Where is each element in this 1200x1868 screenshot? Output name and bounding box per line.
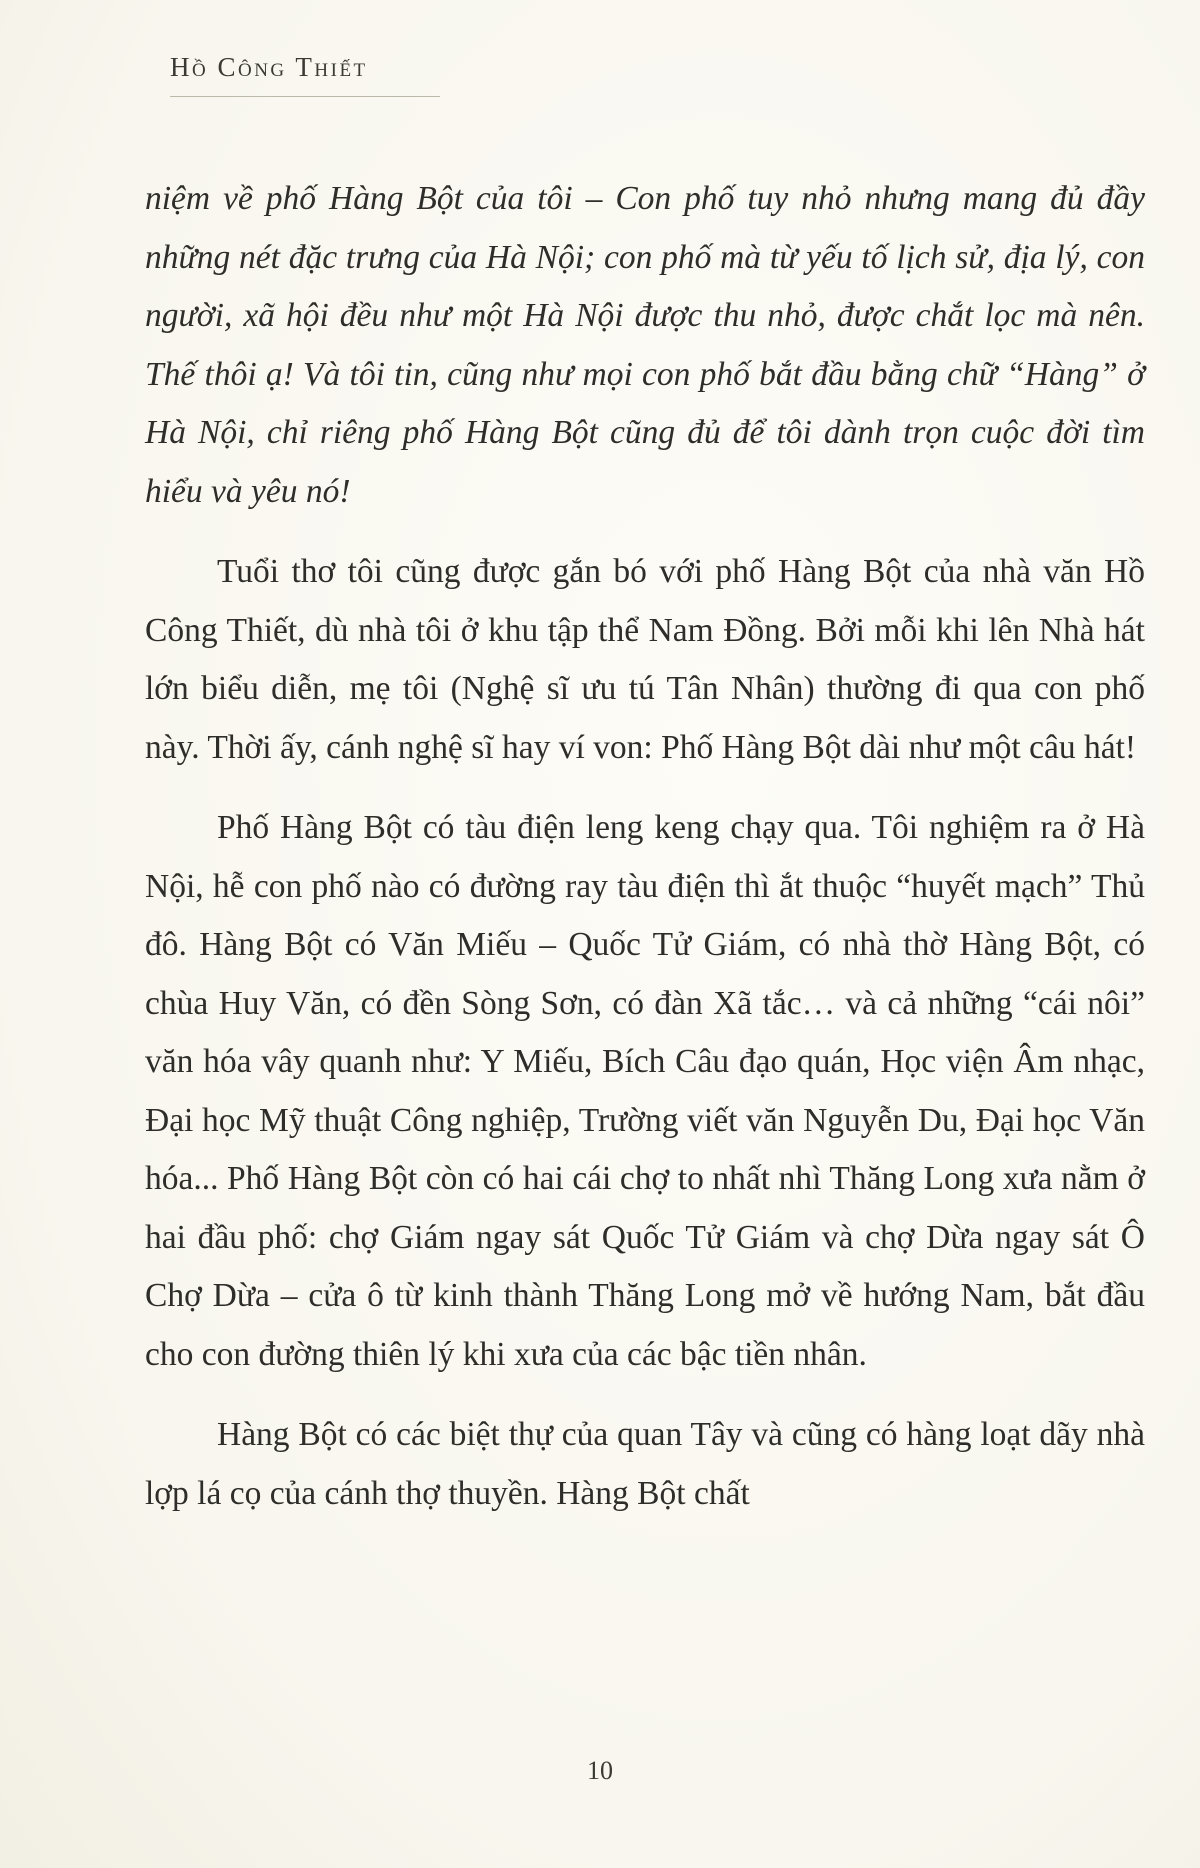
body-text	[145, 170, 1145, 1545]
header-rule	[170, 96, 440, 97]
paragraph-villas: Hàng Bột có các biệt thự của quan Tây và cũng có hàng loạt dãy nhà lợp lá cọ của cánh thợ thuyền. Hàng Bột chất	[145, 1416, 1145, 1512]
paragraph-quote-ending: niệm về phố Hàng Bột của tôi – Con phố tuy nhỏ nhưng mang đủ đầy những nét đặc trưng của Hà Nội; con phố mà từ yếu tố lịch sử, địa lý, con người, xã hội đều như một Hà Nội được thu nhỏ, được chắt lọc mà nên. Thế thôi ạ! Và tôi tin, cũng như mọi con phố bắt đầu bằng chữ “Hàng” ở Hà Nội, chỉ riêng phố Hàng Bột cũng đủ để tôi dành trọn cuộc đời tìm hiểu và yêu nó!	[145, 180, 1145, 510]
paragraph-tram-street: Phố Hàng Bột có tàu điện leng keng chạy qua. Tôi nghiệm ra ở Hà Nội, hễ con phố nào có đường ray tàu điện thì ắt thuộc “huyết mạch” Thủ đô. Hàng Bột có Văn Miếu – Quốc Tử Giám, có nhà thờ Hàng Bột, có chùa Huy Văn, có đền Sòng Sơn, có đàn Xã tắc… và cả những “cái nôi” văn hóa vây quanh như: Y Miếu, Bích Câu đạo quán, Học viện Âm nhạc, Đại học Mỹ thuật Công nghiệp, Trường viết văn Nguyễn Du, Đại học Văn hóa... Phố Hàng Bột còn có hai cái chợ to nhất nhì Thăng Long xưa nằm ở hai đầu phố: chợ Giám ngay sát Quốc Tử Giám và chợ Dừa ngay sát Ô Chợ Dừa – cửa ô từ kinh thành Thăng Long mở về hướng Nam, bắt đầu cho con đường thiên lý khi xưa của các bậc tiền nhân.	[145, 809, 1145, 1373]
running-head: Hồ Công Thiết	[170, 52, 368, 82]
page-number: 10	[587, 1756, 613, 1785]
paragraph-childhood: Tuổi thơ tôi cũng được gắn bó với phố Hàng Bột của nhà văn Hồ Công Thiết, dù nhà tôi ở khu tập thể Nam Đồng. Bởi mỗi khi lên Nhà hát lớn biểu diễn, mẹ tôi (Nghệ sĩ ưu tú Tân Nhân) thường đi qua con phố này. Thời ấy, cánh nghệ sĩ hay ví von: Phố Hàng Bột dài như một câu hát!	[145, 553, 1145, 766]
